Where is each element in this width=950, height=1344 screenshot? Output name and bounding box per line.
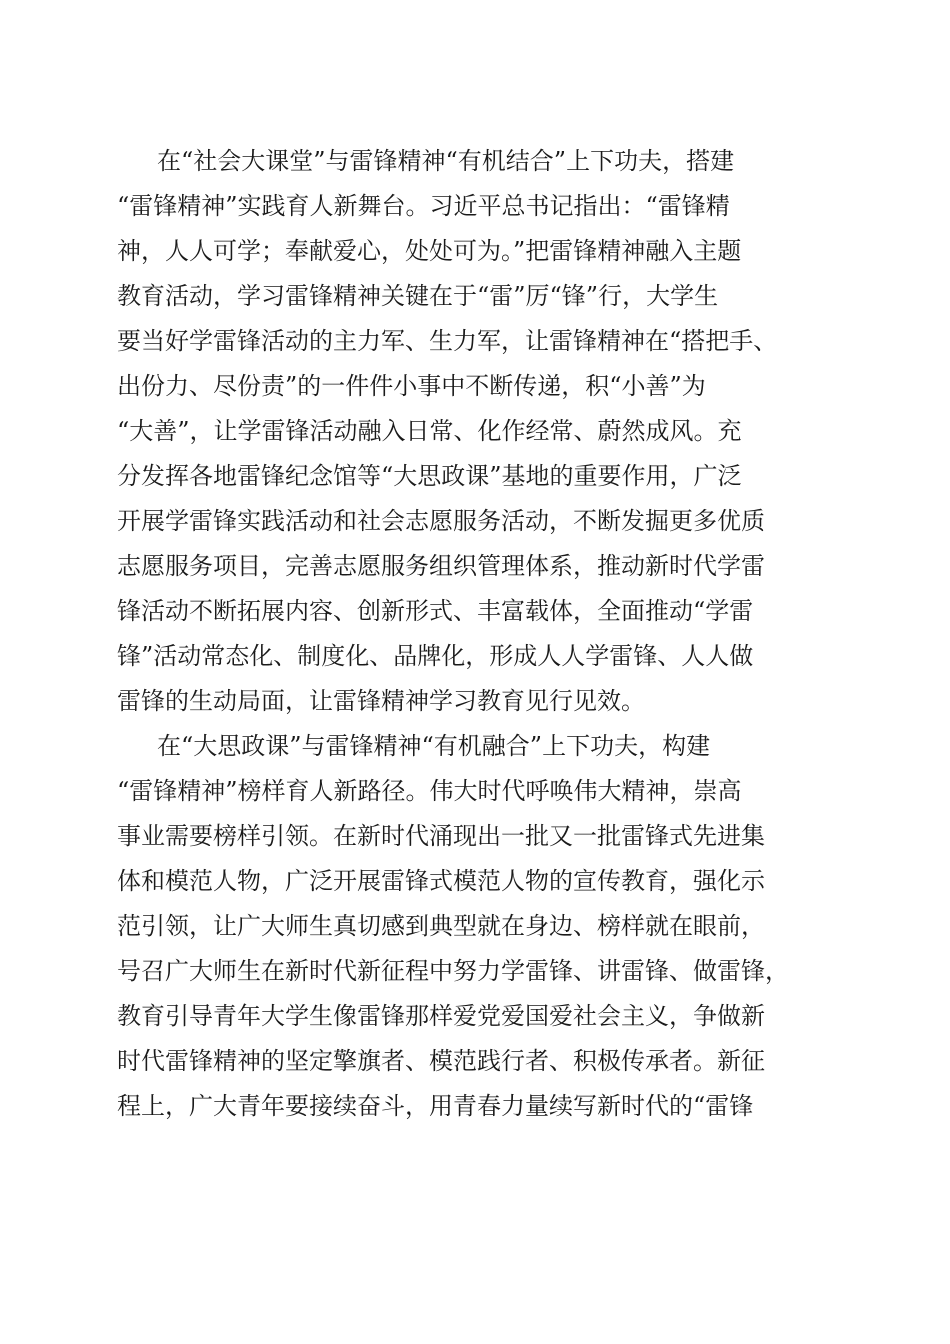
- text-line: 在“社会大课堂”与雷锋精神“有机结合”上下功夫，搭建: [157, 147, 735, 175]
- text-line: 开展学雷锋实践活动和社会志愿服务活动，不断发掘更多优质: [117, 507, 765, 535]
- text-line: 要当好学雷锋活动的主力军、生力军，让雷锋精神在“搭把手、: [117, 327, 778, 355]
- text-line: “大善”，让学雷锋活动融入日常、化作经常、蔚然成风。充: [117, 417, 742, 445]
- text-line: 神，人人可学；奉献爱心，处处可为。”把雷锋精神融入主题: [117, 237, 742, 265]
- text-line: 体和模范人物，广泛开展雷锋式模范人物的宣传教育，强化示: [117, 867, 765, 895]
- text-line: 雷锋的生动局面，让雷锋精神学习教育见行见效。: [117, 687, 645, 715]
- text-line: “雷锋精神”榜样育人新路径。伟大时代呼唤伟大精神，崇高: [117, 777, 742, 805]
- text-line: 出份力、尽份责”的一件件小事中不断传递，积“小善”为: [117, 372, 706, 400]
- text-line: 号召广大师生在新时代新征程中努力学雷锋、讲雷锋、做雷锋，: [117, 957, 789, 985]
- text-line: 程上，广大青年要接续奋斗，用青春力量续写新时代的“雷锋: [117, 1092, 754, 1120]
- paragraph-1: [117, 139, 837, 724]
- text-line: 锋活动不断拓展内容、创新形式、丰富载体，全面推动“学雷: [117, 597, 754, 625]
- text-line: 教育活动，学习雷锋精神关键在于“雷”厉“锋”行，大学生: [117, 282, 719, 310]
- text-line: 时代雷锋精神的坚定擎旗者、模范践行者、积极传承者。新征: [117, 1047, 765, 1075]
- body-text: [117, 139, 837, 1129]
- text-line: “雷锋精神”实践育人新舞台。习近平总书记指出：“雷锋精: [117, 192, 730, 220]
- text-line: 志愿服务项目，完善志愿服务组织管理体系，推动新时代学雷: [117, 552, 765, 580]
- text-line: 范引领，让广大师生真切感到典型就在身边、榜样就在眼前，: [117, 912, 765, 940]
- paragraph-2: [117, 724, 837, 1129]
- text-line: 分发挥各地雷锋纪念馆等“大思政课”基地的重要作用，广泛: [117, 462, 742, 490]
- text-line: 在“大思政课”与雷锋精神“有机融合”上下功夫，构建: [157, 732, 711, 760]
- text-line: 教育引导青年大学生像雷锋那样爱党爱国爱社会主义，争做新: [117, 1002, 765, 1030]
- text-line: 事业需要榜样引领。在新时代涌现出一批又一批雷锋式先进集: [117, 822, 765, 850]
- text-line: 锋”活动常态化、制度化、品牌化，形成人人学雷锋、人人做: [117, 642, 754, 670]
